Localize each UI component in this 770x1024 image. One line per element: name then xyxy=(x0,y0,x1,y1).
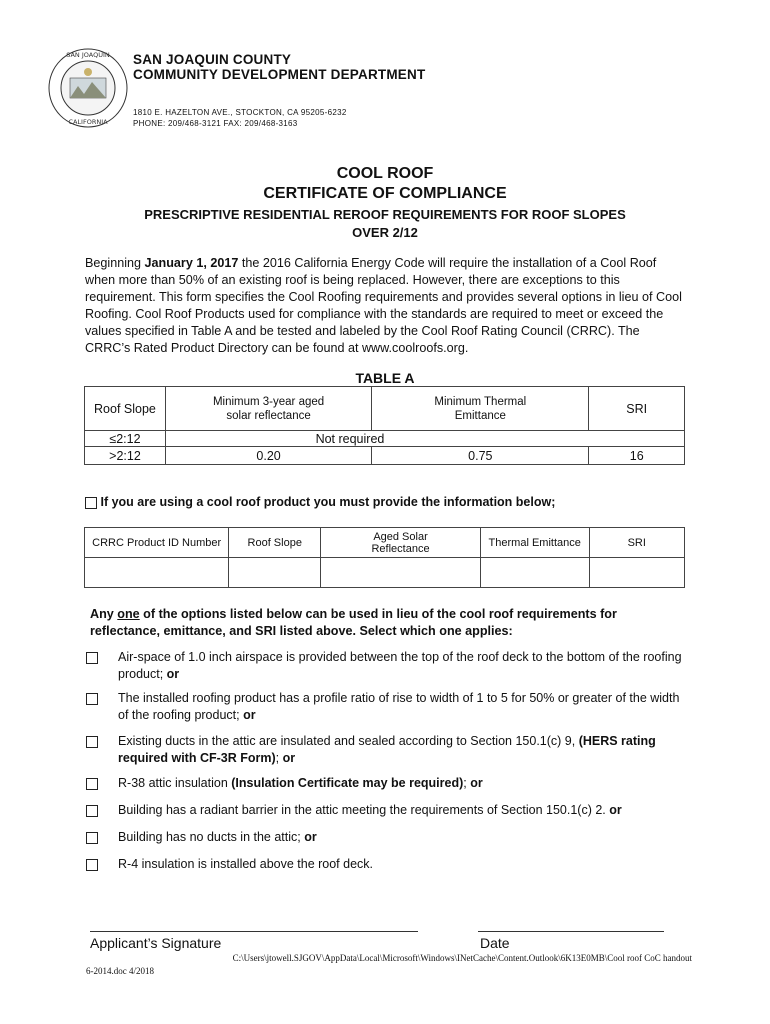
signature-line[interactable] xyxy=(90,931,418,932)
option1-text: Air-space of 1.0 inch airspace is provided between the top of the roof deck to the bottom of the roofing product; or xyxy=(118,650,682,681)
phone-fax: PHONE: 209/468-3121 FAX: 209/468-3163 xyxy=(133,119,298,128)
product-prompt-text: If you are using a cool roof product you must provide the information below; xyxy=(100,495,556,509)
table-a-row1-value: Not required xyxy=(165,431,684,447)
options-intro: Any one of the options listed below can be used in lieu of the cool roof requirements for reflectance, emittance, and SRI listed above. Select which one applies: xyxy=(90,607,617,638)
product-checkbox[interactable] xyxy=(85,497,97,509)
product-id-input[interactable] xyxy=(85,558,229,588)
option2-checkbox[interactable] xyxy=(86,693,98,705)
file-path: C:\Users\jtowell.SJGOV\AppData\Local\Microsoft\Windows\INetCache\Content.Outlook\6K13E0MB\Cool roof CoC handout xyxy=(232,953,692,963)
title-line2: CERTIFICATE OF COMPLIANCE xyxy=(263,185,507,202)
option5-checkbox[interactable] xyxy=(86,805,98,817)
option3-text: Existing ducts in the attic are insulated and sealed according to Section 150.1(c) 9, (HERS rating required with CF-3R Form); or xyxy=(118,734,656,765)
product-header-reflectance: Aged Solar Reflectance xyxy=(321,528,481,558)
product-header-id: CRRC Product ID Number xyxy=(85,528,229,558)
subtitle-line1: PRESCRIPTIVE RESIDENTIAL REROOF REQUIREMENTS FOR ROOF SLOPES xyxy=(144,207,626,222)
product-sri-input[interactable] xyxy=(589,558,684,588)
department-name: COMMUNITY DEVELOPMENT DEPARTMENT xyxy=(133,67,426,82)
option6-text: Building has no ducts in the attic; or xyxy=(118,830,317,844)
county-seal-logo xyxy=(48,48,128,128)
table-a-title: TABLE A xyxy=(355,370,415,386)
title-line1: COOL ROOF xyxy=(336,165,434,182)
county-name: SAN JOAQUIN COUNTY xyxy=(133,52,292,67)
date-label: Date xyxy=(480,935,510,951)
product-table xyxy=(84,527,685,588)
product-reflectance-input[interactable] xyxy=(321,558,481,588)
option1-checkbox[interactable] xyxy=(86,652,98,664)
document-ref: 6-2014.doc 4/2018 xyxy=(86,966,154,976)
option2-text: The installed roofing product has a profile ratio of rise to width of 1 to 5 for 50% or greater of the width of the roofing product; or xyxy=(118,691,680,722)
option4-checkbox[interactable] xyxy=(86,778,98,790)
table-a xyxy=(84,386,685,465)
option4-text: R-38 attic insulation (Insulation Certificate may be required); or xyxy=(118,776,483,790)
product-header-sri: SRI xyxy=(589,528,684,558)
product-prompt-row xyxy=(85,495,555,509)
intro-paragraph: Beginning January 1, 2017 the 2016 California Energy Code will require the installation of a Cool Roof when more than 50% of an existing roof is being replaced. However, there are exceptions to this requirement. This form specifies the Cool Roofing requirements and provides several options in lieu of Cool Roofing. Cool Roof Products used for compliance with the standards are required to meet or exceed the values specified in Table A and be tested and labeled by the Cool Roof Rating Council (CRRC). The CRRC’s Rated Product Directory can be found at www.coolroofs.org. xyxy=(85,256,682,355)
option6-checkbox[interactable] xyxy=(86,832,98,844)
table-a-header-reflectance: Minimum 3-year aged solar reflectance xyxy=(165,387,371,431)
table-a-row2-slope: >2:12 xyxy=(85,447,166,465)
table-a-header-sri: SRI xyxy=(589,387,685,431)
option3-checkbox[interactable] xyxy=(86,736,98,748)
date-line[interactable] xyxy=(478,931,664,932)
product-slope-input[interactable] xyxy=(229,558,321,588)
table-a-row2-emittance: 0.75 xyxy=(372,447,589,465)
product-header-slope: Roof Slope xyxy=(229,528,321,558)
table-a-header-slope: Roof Slope xyxy=(85,387,166,431)
address: 1810 E. HAZELTON AVE., STOCKTON, CA 95205-6232 xyxy=(133,108,347,117)
product-header-emittance: Thermal Emittance xyxy=(480,528,589,558)
svg-text:SAN JOAQUIN: SAN JOAQUIN xyxy=(66,51,110,59)
table-a-row2-sri: 16 xyxy=(589,447,685,465)
option7-checkbox[interactable] xyxy=(86,859,98,871)
option5-text: Building has a radiant barrier in the attic meeting the requirements of Section 150.1(c) 2. or xyxy=(118,803,622,817)
product-emittance-input[interactable] xyxy=(480,558,589,588)
applicant-signature-label: Applicant’s Signature xyxy=(90,935,222,951)
subtitle-line2: OVER 2/12 xyxy=(352,225,418,240)
table-a-row1-slope: ≤2:12 xyxy=(85,431,166,447)
table-a-row2-reflectance: 0.20 xyxy=(165,447,371,465)
svg-text:CALIFORNIA: CALIFORNIA xyxy=(68,118,108,126)
table-a-header-emittance: Minimum Thermal Emittance xyxy=(372,387,589,431)
option7-text: R-4 insulation is installed above the roof deck. xyxy=(118,857,374,871)
